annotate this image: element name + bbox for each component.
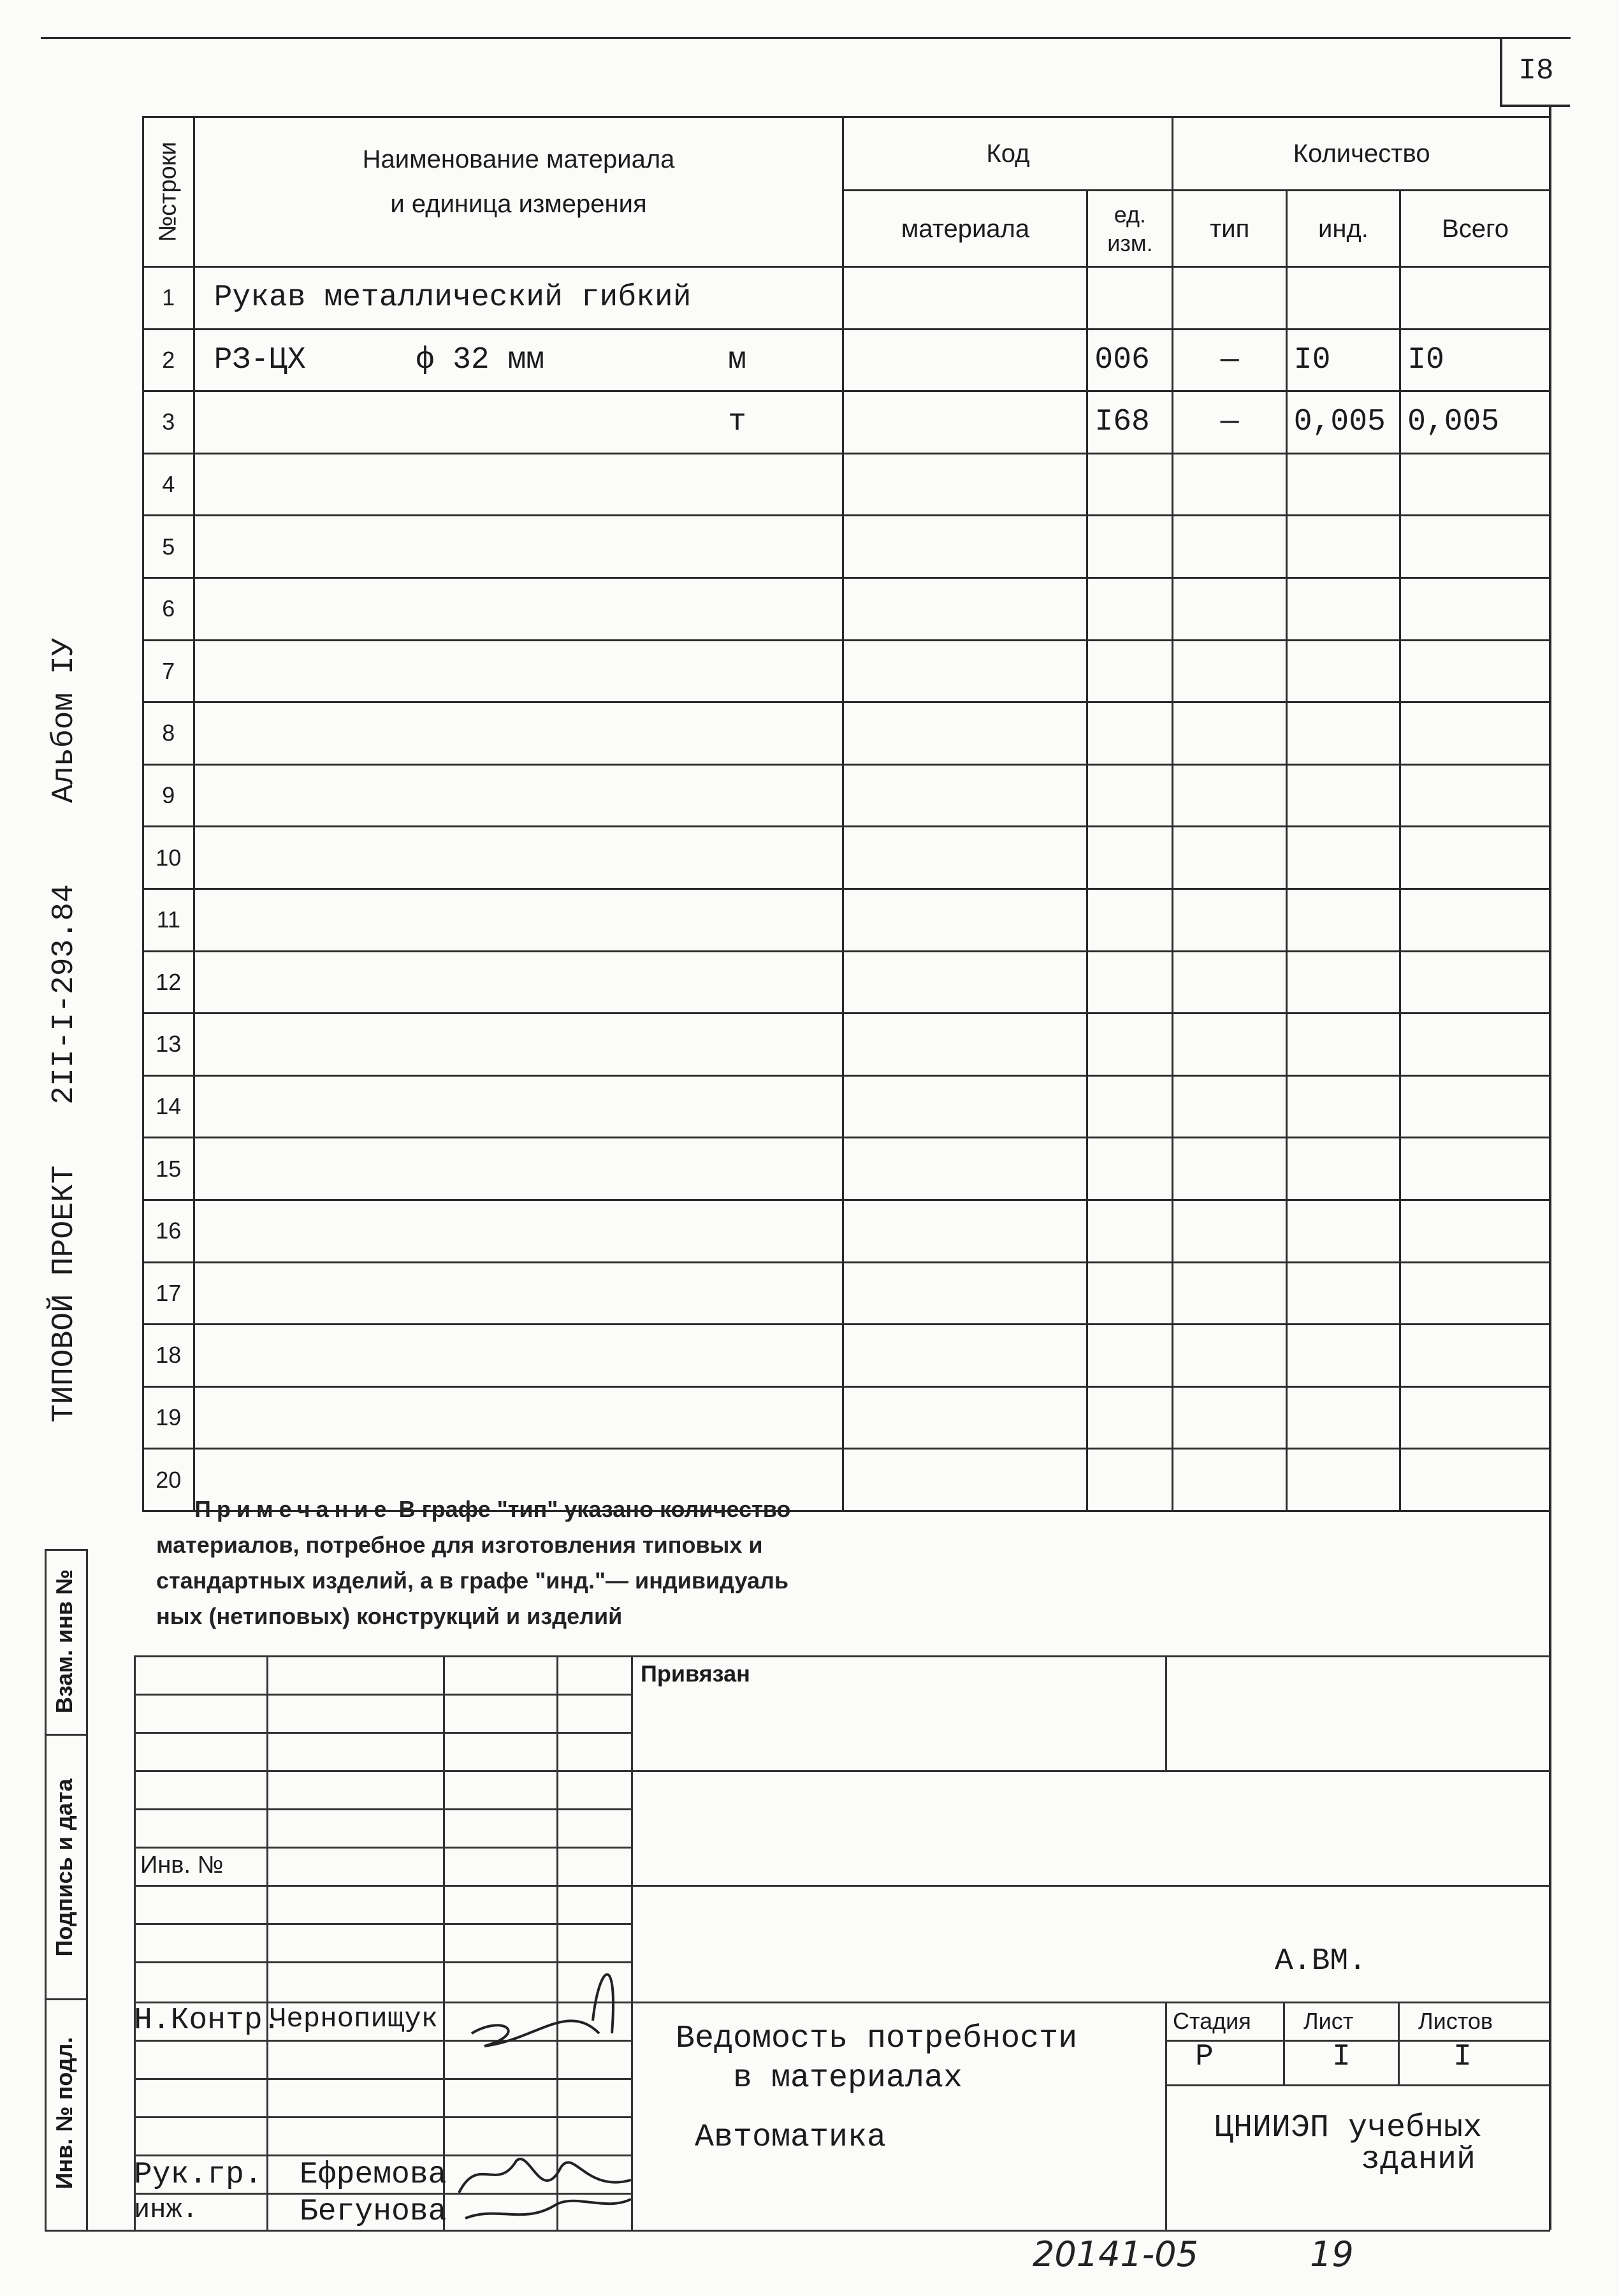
ind-qty-cell — [1286, 1075, 1400, 1138]
name-cell — [194, 578, 843, 640]
document-title-2: в материалах — [733, 2060, 963, 2096]
tip-qty-cell — [1173, 1014, 1286, 1076]
material-code-cell — [843, 391, 1087, 454]
inv-no-label: Инв. № — [140, 1852, 224, 1878]
sheets-label: Листов — [1418, 2008, 1493, 2034]
row-number: 2 — [143, 329, 194, 391]
row-number: 7 — [143, 640, 194, 702]
name-cell — [194, 1325, 843, 1387]
ind-qty-cell — [1286, 453, 1400, 516]
stamp-col-3 — [443, 1655, 445, 2231]
table-row — [143, 1138, 1551, 1200]
tip-qty-cell — [1173, 453, 1286, 516]
total-qty-cell — [1400, 827, 1551, 889]
ind-qty-cell — [1286, 827, 1400, 889]
table-row — [143, 1325, 1551, 1387]
total-qty-cell — [1400, 1449, 1551, 1511]
tip-qty-cell — [1173, 640, 1286, 702]
bound-label: Привязан — [641, 1660, 750, 1687]
table-row — [143, 453, 1551, 516]
total-qty-cell — [1400, 578, 1551, 640]
ind-qty-cell — [1286, 1262, 1400, 1325]
material-code-cell — [843, 1386, 1087, 1449]
tip-qty-cell — [1173, 578, 1286, 640]
unit-code-cell — [1087, 951, 1173, 1014]
unit-code-cell — [1087, 267, 1173, 330]
row-number: 11 — [143, 889, 194, 951]
ind-qty-cell — [1286, 1325, 1400, 1387]
signer-name-1: Чернопищук — [270, 2003, 439, 2035]
unit-code-cell — [1087, 1075, 1173, 1138]
material-code-cell — [843, 1325, 1087, 1387]
organization-line2: зданий — [1361, 2142, 1476, 2178]
total-qty-cell — [1400, 1262, 1551, 1325]
row-number-header: №строки — [143, 117, 194, 267]
table-row — [143, 1386, 1551, 1449]
material-code-cell — [843, 1449, 1087, 1511]
sheet-number: I8 — [1500, 37, 1570, 107]
total-qty-cell — [1400, 1325, 1551, 1387]
tip-qty-cell: — — [1173, 391, 1286, 454]
stamp-col-7 — [1165, 2002, 1167, 2231]
tip-qty-cell — [1173, 1138, 1286, 1200]
tip-qty-cell — [1173, 1075, 1286, 1138]
stamp-row-l5 — [134, 1847, 632, 1849]
drawing-code: А.ВМ. — [1275, 1944, 1367, 1979]
orig-inv-label: Инв. № подл. — [51, 2037, 77, 2190]
name-cell — [194, 827, 843, 889]
ind-qty-cell — [1286, 1200, 1400, 1262]
material-code-cell — [843, 329, 1087, 391]
unit-code-cell — [1087, 1014, 1173, 1076]
row-number: 14 — [143, 1075, 194, 1138]
material-code-cell — [843, 267, 1087, 330]
unit-code-cell — [1087, 764, 1173, 827]
row-number: 4 — [143, 453, 194, 516]
tip-qty-cell — [1173, 1200, 1286, 1262]
total-qty-cell — [1400, 764, 1551, 827]
row-number: 17 — [143, 1262, 194, 1325]
total-qty-cell: I0 — [1400, 329, 1551, 391]
total-qty-cell — [1400, 267, 1551, 330]
stamp-col-8 — [1283, 2002, 1285, 2084]
material-code-cell — [843, 578, 1087, 640]
stamp-row-r1 — [1165, 2040, 1550, 2042]
name-cell: РЗ-ЦХ ф 32 мм м — [194, 329, 843, 391]
name-cell — [194, 516, 843, 578]
unit-header: ед. изм. — [1087, 191, 1173, 267]
materials-table — [142, 116, 1551, 1512]
table-row — [143, 1262, 1551, 1325]
unit-code-cell — [1087, 827, 1173, 889]
total-qty-cell — [1400, 1386, 1551, 1449]
row-number: 1 — [143, 267, 194, 330]
name-cell: т — [194, 391, 843, 454]
name-cell — [194, 1386, 843, 1449]
name-cell — [194, 764, 843, 827]
total-qty-cell — [1400, 453, 1551, 516]
sheet-label: Лист — [1303, 2008, 1354, 2034]
tip-qty-cell — [1173, 951, 1286, 1014]
stamp-strip-sep1 — [45, 1734, 87, 1736]
ind-qty-cell — [1286, 516, 1400, 578]
row-number: 9 — [143, 764, 194, 827]
replaced-inv-label: Взам. инв № — [51, 1569, 77, 1714]
row-number: 12 — [143, 951, 194, 1014]
table-row — [143, 1200, 1551, 1262]
unit-code-cell: 006 — [1087, 329, 1173, 391]
name-header-line1: Наименование материала — [362, 145, 675, 173]
material-code-cell — [843, 764, 1087, 827]
table-row — [143, 329, 1551, 391]
ind-qty-cell — [1286, 267, 1400, 330]
name-cell — [194, 1200, 843, 1262]
tip-qty-cell — [1173, 1325, 1286, 1387]
footer-code: 20141-05 — [1033, 2234, 1198, 2274]
tip-qty-cell — [1173, 702, 1286, 765]
stamp-top — [134, 1655, 1550, 1657]
organization-line1: ЦНИИЭП учебных — [1214, 2110, 1483, 2146]
ind-qty-cell: I0 — [1286, 329, 1400, 391]
project-type: ТИПОВОЙ ПРОЕКТ — [47, 1165, 82, 1423]
tip-qty-cell — [1173, 1262, 1286, 1325]
tip-qty-cell — [1173, 1449, 1286, 1511]
stage-value: Р — [1195, 2040, 1214, 2074]
stamp-row-l6 — [134, 1885, 1550, 1887]
table-row — [143, 391, 1551, 454]
unit-code-cell: I68 — [1087, 391, 1173, 454]
table-row — [143, 578, 1551, 640]
stamp-strip-bottom — [45, 2230, 1550, 2232]
stamp-left-border — [45, 1549, 47, 2231]
name-header — [194, 117, 843, 267]
name-cell: Рукав металлический гибкий — [194, 267, 843, 330]
tip-qty-cell: — — [1173, 329, 1286, 391]
note-block — [156, 1492, 790, 1634]
material-code-cell — [843, 1262, 1087, 1325]
table-row — [143, 827, 1551, 889]
ind-qty-cell — [1286, 764, 1400, 827]
unit-code-cell — [1087, 1449, 1173, 1511]
table-row — [143, 764, 1551, 827]
unit-code-cell — [1087, 1262, 1173, 1325]
unit-code-cell — [1087, 1386, 1173, 1449]
total-qty-cell — [1400, 516, 1551, 578]
name-cell — [194, 1014, 843, 1076]
row-number: 20 — [143, 1449, 194, 1511]
unit-code-cell — [1087, 1200, 1173, 1262]
unit-code-cell — [1087, 453, 1173, 516]
stamp-row-l7 — [134, 1923, 632, 1925]
material-code-cell — [843, 1075, 1087, 1138]
row-number: 10 — [143, 827, 194, 889]
material-code-cell — [843, 640, 1087, 702]
album-label: Альбом IУ — [47, 637, 82, 803]
document-title-1: Ведомость потребности — [676, 2021, 1078, 2057]
row-number: 13 — [143, 1014, 194, 1076]
name-cell — [194, 453, 843, 516]
name-header-line2: и единица измерения — [390, 190, 647, 218]
table-row — [143, 951, 1551, 1014]
signer-name-2: Ефремова — [300, 2158, 447, 2192]
signature-date-label: Подпись и дата — [51, 1778, 77, 1957]
ind-qty-cell — [1286, 1014, 1400, 1076]
ind-qty-cell — [1286, 640, 1400, 702]
note-lead: Примечание — [194, 1496, 393, 1522]
ind-qty-cell: 0,005 — [1286, 391, 1400, 454]
sheet-value: I — [1332, 2040, 1351, 2074]
stamp-col-2 — [266, 1655, 268, 2231]
total-qty-cell — [1400, 1075, 1551, 1138]
row-number: 18 — [143, 1325, 194, 1387]
unit-code-cell — [1087, 640, 1173, 702]
footer-page: 19 — [1310, 2234, 1354, 2274]
tip-qty-cell — [1173, 889, 1286, 951]
signer-role-2: Рук.гр. — [134, 2158, 263, 2192]
total-qty-cell — [1400, 889, 1551, 951]
stage-label: Стадия — [1173, 2008, 1251, 2034]
tip-qty-cell — [1173, 827, 1286, 889]
material-code-cell — [843, 1200, 1087, 1262]
document-title-3: Автоматика — [695, 2119, 887, 2156]
sheets-value: I — [1453, 2040, 1472, 2074]
ind-qty-cell — [1286, 951, 1400, 1014]
material-code-cell — [843, 702, 1087, 765]
note-line2: материалов, потребное для изготовления типовых и — [156, 1532, 763, 1558]
table-row — [143, 267, 1551, 330]
unit-code-cell — [1087, 702, 1173, 765]
total-qty-cell — [1400, 640, 1551, 702]
code-header: Код — [843, 117, 1173, 191]
unit-code-cell — [1087, 1325, 1173, 1387]
stamp-row-l1 — [134, 1694, 632, 1696]
name-cell — [194, 640, 843, 702]
unit-code-cell — [1087, 889, 1173, 951]
tip-header: тип — [1173, 191, 1286, 267]
name-cell — [194, 702, 843, 765]
ind-qty-cell — [1286, 578, 1400, 640]
material-code-cell — [843, 889, 1087, 951]
material-code-cell — [843, 1138, 1087, 1200]
total-qty-cell — [1400, 702, 1551, 765]
row-number: 19 — [143, 1386, 194, 1449]
row-number: 5 — [143, 516, 194, 578]
quantity-header: Количество — [1173, 117, 1551, 191]
tip-qty-cell — [1173, 267, 1286, 330]
signer-name-3: Бегунова — [300, 2195, 447, 2229]
stamp-col-9 — [1398, 2002, 1400, 2084]
stamp-row-r2 — [1165, 2084, 1550, 2086]
material-code-cell — [843, 951, 1087, 1014]
total-header: Всего — [1400, 191, 1551, 267]
ind-qty-cell — [1286, 1449, 1400, 1511]
ind-header: инд. — [1286, 191, 1400, 267]
table-row — [143, 1075, 1551, 1138]
unit-code-cell — [1087, 1138, 1173, 1200]
signer-role-1: Н.Контр. — [134, 2003, 281, 2038]
name-cell — [194, 1262, 843, 1325]
row-number: 16 — [143, 1200, 194, 1262]
row-number: 15 — [143, 1138, 194, 1200]
table-row — [143, 1014, 1551, 1076]
name-cell — [194, 1075, 843, 1138]
ind-qty-cell — [1286, 889, 1400, 951]
material-code-cell — [843, 827, 1087, 889]
stamp-col-6 — [1165, 1655, 1167, 1770]
unit-code-cell — [1087, 578, 1173, 640]
table-row — [143, 889, 1551, 951]
total-qty-cell — [1400, 1138, 1551, 1200]
note-line4: ных (нетиповых) конструкций и изделий — [156, 1603, 623, 1629]
stamp-row-l4 — [134, 1808, 632, 1810]
row-number: 3 — [143, 391, 194, 454]
total-qty-cell — [1400, 1014, 1551, 1076]
name-cell — [194, 951, 843, 1014]
table-row — [143, 516, 1551, 578]
signer-role-3: инж. — [134, 2195, 198, 2225]
tip-qty-cell — [1173, 764, 1286, 827]
ind-qty-cell — [1286, 1138, 1400, 1200]
stamp-strip-divider — [86, 1549, 88, 2231]
total-qty-cell: 0,005 — [1400, 391, 1551, 454]
stamp-row-l2 — [134, 1732, 632, 1734]
total-qty-cell — [1400, 951, 1551, 1014]
ind-qty-cell — [1286, 1386, 1400, 1449]
stamp-col-1 — [134, 1655, 136, 2231]
table-row — [143, 702, 1551, 765]
stamp-row-l3 — [134, 1770, 1550, 1772]
unit-code-cell — [1087, 516, 1173, 578]
table-row — [143, 640, 1551, 702]
signature-scribbles — [446, 1938, 637, 2231]
total-qty-cell — [1400, 1200, 1551, 1262]
material-code-cell — [843, 1014, 1087, 1076]
material-header: материала — [843, 191, 1087, 267]
row-number: 6 — [143, 578, 194, 640]
material-code-cell — [843, 516, 1087, 578]
name-cell — [194, 889, 843, 951]
ind-qty-cell — [1286, 702, 1400, 765]
tip-qty-cell — [1173, 1386, 1286, 1449]
project-code: 2II-I-293.84 — [47, 884, 82, 1105]
material-code-cell — [843, 453, 1087, 516]
note-line3: стандартных изделий, а в графе "инд."— индивидуаль — [156, 1567, 789, 1594]
top-rule — [41, 37, 1571, 39]
note-line1: В графе "тип" указано количество — [392, 1496, 791, 1522]
tip-qty-cell — [1173, 516, 1286, 578]
row-number: 8 — [143, 702, 194, 765]
name-cell — [194, 1138, 843, 1200]
